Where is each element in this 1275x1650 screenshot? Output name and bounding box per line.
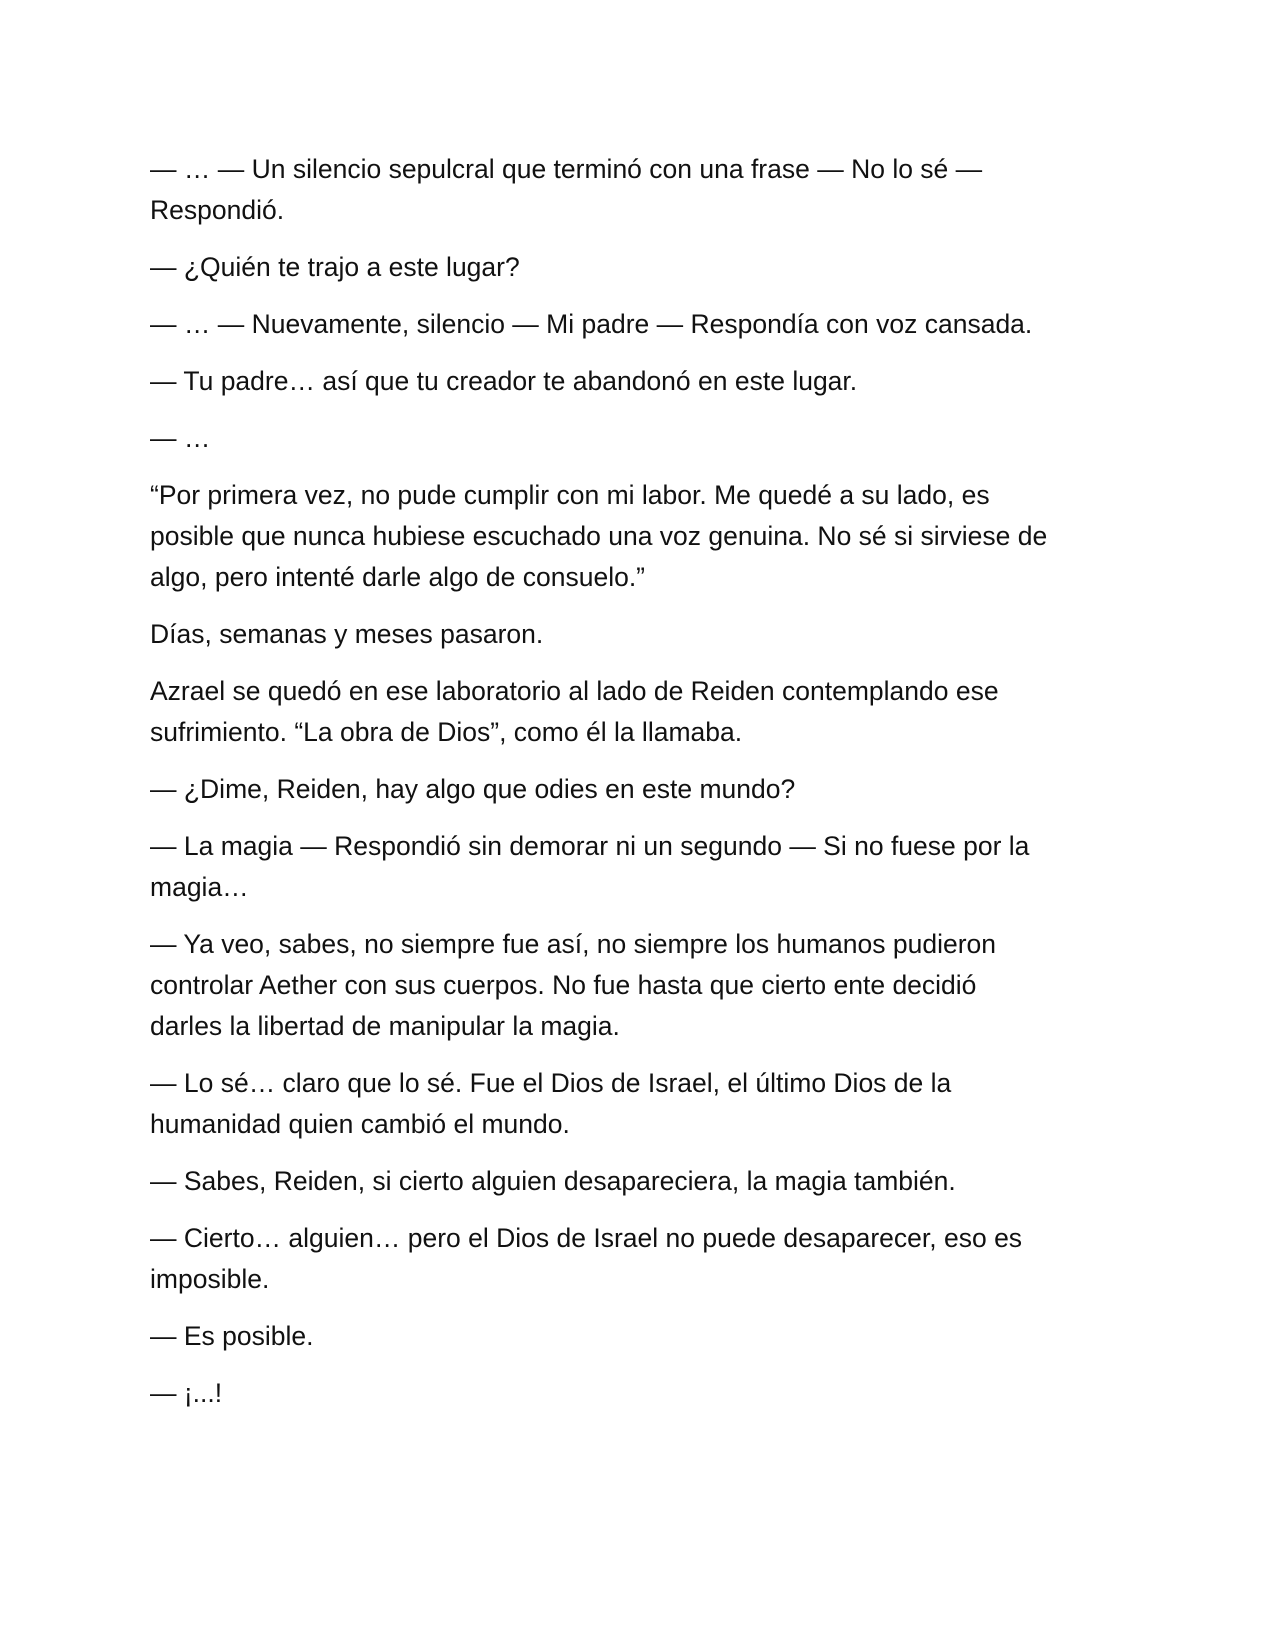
paragraph <box>150 475 1095 598</box>
paragraph <box>150 361 1095 402</box>
text-line: “Por primera vez, no pude cumplir con mi labor. Me quedé a su lado, es <box>150 480 990 510</box>
paragraph <box>150 924 1095 1047</box>
text-line: Azrael se quedó en ese laboratorio al lado de Reiden contemplando ese <box>150 676 999 706</box>
text-line: — … — Nuevamente, silencio — Mi padre — Respondía con voz cansada. <box>150 309 1033 339</box>
text-line: sufrimiento. “La obra de Dios”, como él la llamaba. <box>150 717 743 747</box>
text-line: — ¿Dime, Reiden, hay algo que odies en este mundo? <box>150 774 796 804</box>
text-line: — Cierto… alguien… pero el Dios de Israel no puede desaparecer, eso es <box>150 1223 1023 1253</box>
text-line: — ¿Quién te trajo a este lugar? <box>150 252 520 282</box>
paragraph <box>150 1373 1095 1414</box>
text-line: — Ya veo, sabes, no siempre fue así, no siempre los humanos pudieron <box>150 929 997 959</box>
text-line: — Lo sé… claro que lo sé. Fue el Dios de Israel, el último Dios de la <box>150 1068 952 1098</box>
text-line: humanidad quien cambió el mundo. <box>150 1109 570 1139</box>
text-line: algo, pero intenté darle algo de consuelo.” <box>150 562 646 592</box>
document-page <box>150 149 1095 1430</box>
paragraph <box>150 304 1095 345</box>
text-line: imposible. <box>150 1264 270 1294</box>
text-line: magia… <box>150 872 249 902</box>
paragraph <box>150 247 1095 288</box>
text-line: — La magia — Respondió sin demorar ni un segundo — Si no fuese por la <box>150 831 1030 861</box>
paragraph <box>150 614 1095 655</box>
paragraph <box>150 826 1095 908</box>
text-line: — … — Un silencio sepulcral que terminó con una frase — No lo sé — <box>150 154 983 184</box>
paragraph <box>150 1316 1095 1357</box>
text-line: — Tu padre… así que tu creador te abandonó en este lugar. <box>150 366 858 396</box>
text-line: Respondió. <box>150 195 285 225</box>
text-line: controlar Aether con sus cuerpos. No fue hasta que cierto ente decidió <box>150 970 977 1000</box>
text-line: — ¡...! <box>150 1378 223 1408</box>
paragraph <box>150 1218 1095 1300</box>
paragraph <box>150 769 1095 810</box>
text-line: — Sabes, Reiden, si cierto alguien desapareciera, la magia también. <box>150 1166 956 1196</box>
paragraph <box>150 149 1095 231</box>
paragraph <box>150 1161 1095 1202</box>
paragraph <box>150 671 1095 753</box>
text-line: posible que nunca hubiese escuchado una voz genuina. No sé si sirviese de <box>150 521 1048 551</box>
paragraph <box>150 1063 1095 1145</box>
text-line: Días, semanas y meses pasaron. <box>150 619 544 649</box>
text-line: — Es posible. <box>150 1321 314 1351</box>
paragraph <box>150 418 1095 459</box>
text-line: — … <box>150 423 211 453</box>
text-line: darles la libertad de manipular la magia. <box>150 1011 620 1041</box>
